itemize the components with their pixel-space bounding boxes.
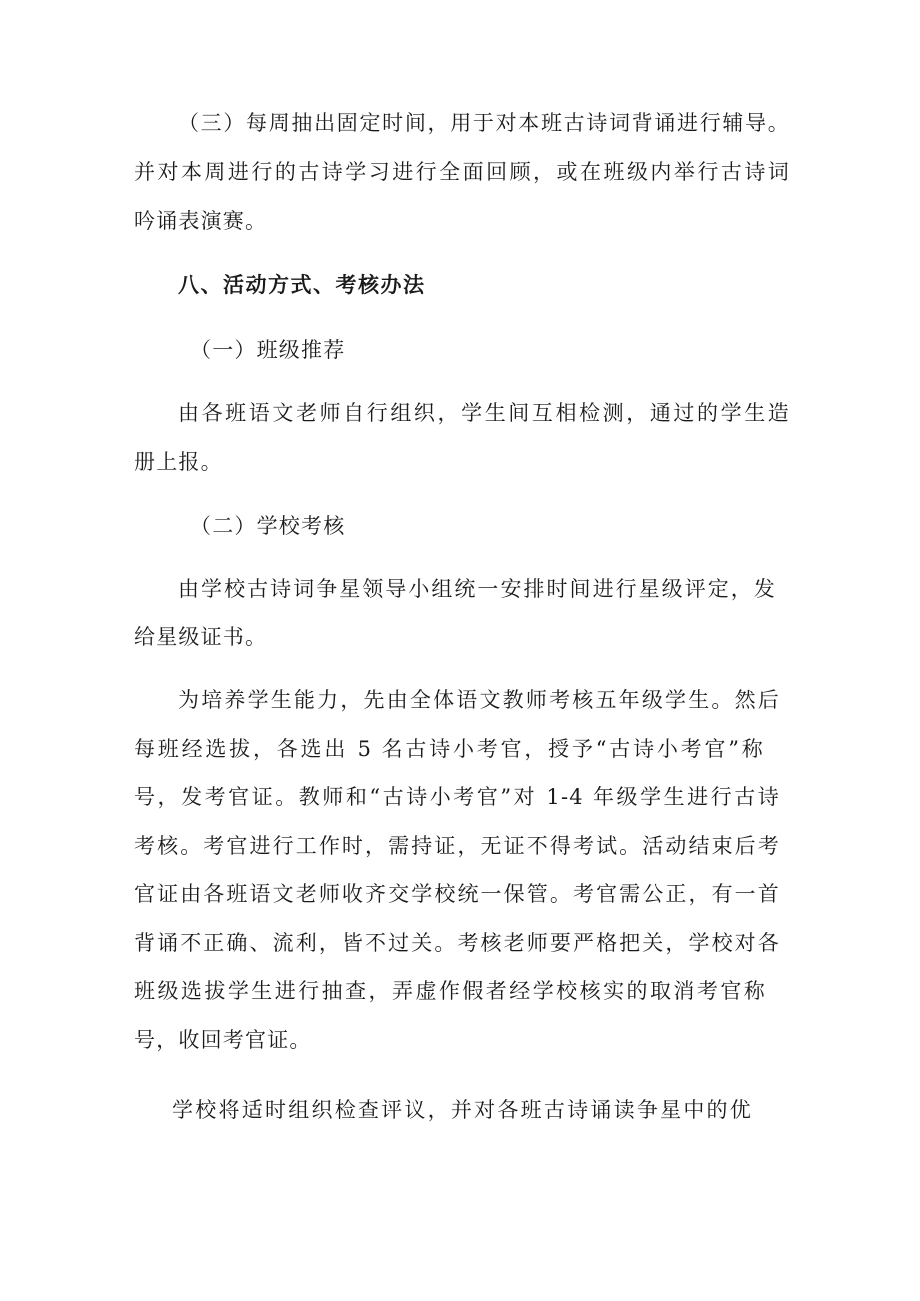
text-line: 册上报。 [134,450,223,474]
text-line: 背诵不正确、流利，皆不过关。考核老师要严格把关，学校对各 [134,931,780,955]
subsection-heading: （二）学校考核 [190,514,346,538]
text-line: 学校将适时组织检查评议，并对各班古诗诵读争星中的优 [172,1098,752,1122]
text-line: 为培养学生能力，先由全体语文教师考核五年级学生。然后 [178,688,780,712]
text-line: 由各班语文老师自行组织，学生间互相检测，通过的学生造 [178,401,790,425]
text-line: 号，收回考官证。 [134,1028,312,1052]
text-line: （三）每周抽出固定时间，用于对本班古诗词背诵进行辅导。 [178,111,790,135]
text-line: 考核。考官进行工作时，需持证，无证不得考试。活动结束后考 [134,834,780,858]
text-line: 由学校古诗词争星领导小组统一安排时间进行星级评定，发 [178,577,776,601]
text-line: 吟诵表演赛。 [134,209,268,233]
section-heading: 八、活动方式、考核办法 [178,273,426,297]
subsection-heading: （一）班级推荐 [190,338,346,362]
text-line: 官证由各班语文老师收齐交学校统一保管。考官需公正，有一首 [134,882,780,906]
text-line: 给星级证书。 [134,625,268,649]
text-line: 班级选拔学生进行抽查，弄虚作假者经学校核实的取消考官称 [134,979,766,1003]
text-line: 每班经选拔，各选出 5 名古诗小考官，授予“古诗小考官”称 [134,737,764,761]
text-line: 并对本周进行的古诗学习进行全面回顾，或在班级内举行古诗词 [134,160,790,184]
text-line: 号，发考官证。教师和“古诗小考官”对 1-4 年级学生进行古诗 [134,785,780,809]
